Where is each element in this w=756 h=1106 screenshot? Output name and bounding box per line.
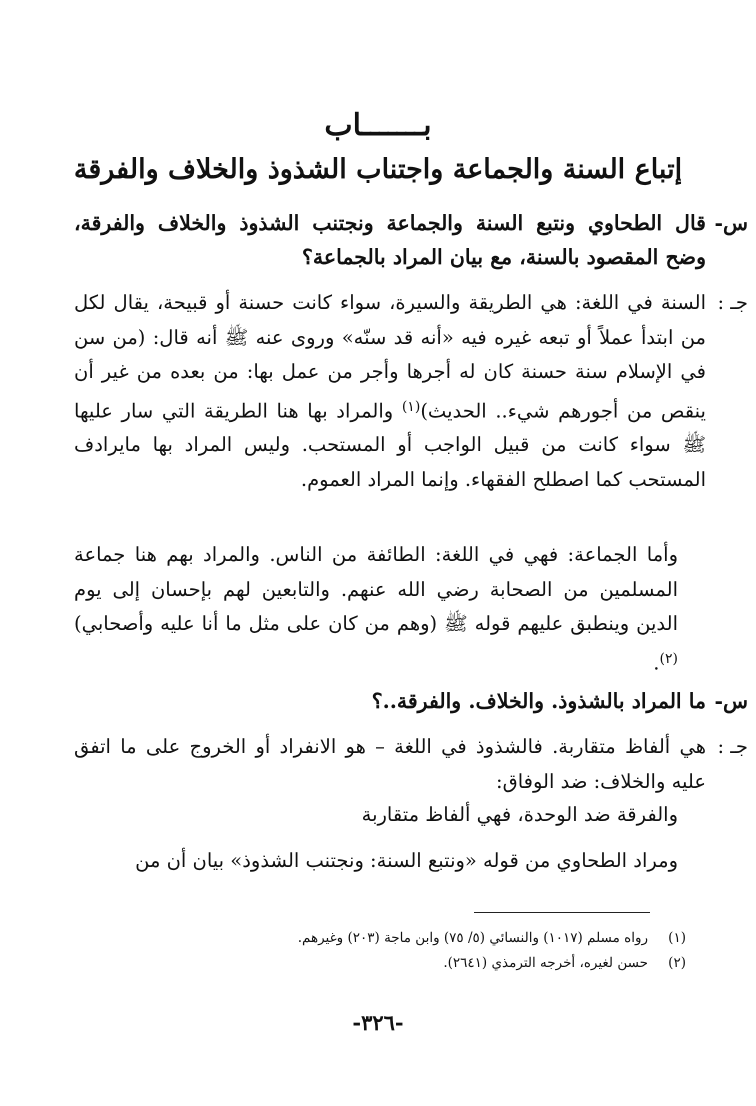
question-1-marker: س-: [714, 211, 748, 235]
footnote-2-number: (٢): [668, 955, 686, 971]
question-2: [74, 684, 748, 718]
footnote-1-number: (١): [668, 930, 686, 946]
footnote-1-text: رواه مسلم (١٠١٧) والنسائي (٥/ ٧٥) وابن ماجة (٢٠٣) وغيرهم.: [297, 930, 648, 946]
answer-2-marker: جـ :: [717, 735, 748, 758]
footnote-2: [90, 951, 686, 976]
answer-1-jamaah-end: .: [653, 650, 660, 674]
question-1: [74, 206, 748, 274]
answer-1-text-part2: والمراد بها هنا الطريقة التي سار عليها ﷺ سواء كانت من قبيل الواجب أو المستحب. وليس المراد بها مايرادف المستحب كما اصطلح الفقهاء. وإنما المراد العموم.: [74, 398, 706, 491]
footnote-1: [90, 926, 686, 951]
answer-2-text: هي ألفاظ متقاربة. فالشذوذ في اللغة – هو الانفراد أو الخروج على ما اتفق عليه والخلاف: ضد الوفاق:: [74, 735, 706, 793]
answer-1: [74, 286, 748, 497]
answer-1-marker: جـ :: [717, 291, 748, 314]
answer-2-line-furqa: والفرقة ضد الوحدة، فهي ألفاظ متقاربة: [361, 803, 678, 826]
answer-1-jamaah-text: وأما الجماعة: فهي في اللغة: الطائفة من الناس. والمراد بهم هنا جماعة المسلمين من الصحابة رضي الله عنهم. والتابعين لهم بإحسان إلى يوم الدين وينطبق عليهم قوله ﷺ (وهم من كان على مثل ما أنا عليه وأصحابي): [74, 543, 678, 635]
question-1-text: قال الطحاوي ونتبع السنة والجماعة ونجتنب الشذوذ والخلاف والفرقة، وضح المقصود بالسنة، مع بيان المراد بالجماعة؟: [74, 211, 706, 269]
footnotes: [90, 926, 686, 976]
section-heading-bab: بـــــــاب: [324, 108, 432, 143]
footnote-separator: [474, 912, 650, 913]
answer-1-text-part1: السنة في اللغة: هي الطريقة والسيرة، سواء كانت حسنة أو قبيحة، يقال لكل من ابتدأ عملاً أو تبعه غيره فيه «أنه قد سنّه» وروى عنه ﷺ أنه قال: (من سن في الإسلام سنة حسنة كان له أجرها وأجر من عمل بها: من بعده من غير أن ينقص من أجورهم شيء.. الحديث): [74, 291, 706, 422]
answer-1-jamaah-paragraph: [74, 538, 678, 680]
page-number: -٣٢٦-: [352, 1010, 404, 1035]
footnote-ref-1: (١): [401, 398, 421, 415]
footnote-ref-2: (٢): [659, 650, 678, 667]
question-2-text: ما المراد بالشذوذ. والخلاف. والفرقة..؟: [371, 689, 706, 713]
answer-2-line-tahawi: ومراد الطحاوي من قوله «ونتبع السنة: ونجتنب الشذوذ» بيان أن من: [135, 849, 678, 872]
question-2-marker: س-: [714, 689, 748, 713]
footnote-2-text: حسن لغيره، أخرجه الترمذي (٢٦٤١).: [443, 955, 648, 971]
chapter-title: إتباع السنة والجماعة واجتناب الشذوذ والخلاف والفرقة: [73, 154, 683, 185]
answer-2: [74, 730, 748, 799]
